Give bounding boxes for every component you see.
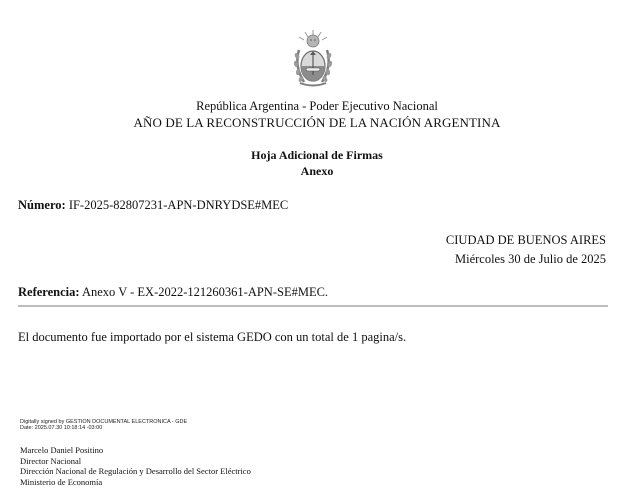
body-text: El documento fue importado por el sistema GEDO con un total de 1 pagina/s. [18, 330, 407, 344]
header-republica: República Argentina - Poder Ejecutivo Nacional [196, 99, 438, 113]
location-date: Miércoles 30 de Julio de 2025 [454, 252, 606, 266]
reference-value: Anexo V - EX-2022-121260361-APN-SE#MEC. [81, 285, 329, 299]
document-number [18, 198, 288, 213]
signer-title: Director Nacional [20, 455, 82, 466]
document-subtitle: Anexo [300, 164, 334, 178]
digital-signature-date: Date: 2025.07.30 10:18:14 -03:00 [20, 425, 103, 431]
header-year-motto: AÑO DE LA RECONSTRUCCIÓN DE LA NACIÓN ARGENTINA [133, 115, 501, 130]
argentina-coat-of-arms-icon [290, 28, 336, 90]
signer-name: Marcelo Daniel Positino [20, 445, 104, 455]
signer-block [20, 445, 251, 487]
signer-office: Dirección Nacional de Regulación y Desarrollo del Sector Eléctrico [20, 466, 251, 476]
document-number-value: IF-2025-82807231-APN-DNRYDSE#MEC [68, 198, 289, 212]
signer-ministry: Ministerio de Economía [20, 476, 103, 487]
digital-signature-signer: Digitally signed by GESTION DOCUMENTAL ELECTRONICA - GDE [20, 419, 188, 425]
divider [18, 305, 608, 307]
digital-signature-stamp [20, 419, 187, 431]
document-number-label: Número: [18, 198, 66, 212]
document-reference [18, 285, 328, 300]
document-title: Hoja Adicional de Firmas [251, 148, 383, 162]
reference-label: Referencia: [18, 285, 80, 299]
location-city: CIUDAD DE BUENOS AIRES [445, 233, 606, 247]
